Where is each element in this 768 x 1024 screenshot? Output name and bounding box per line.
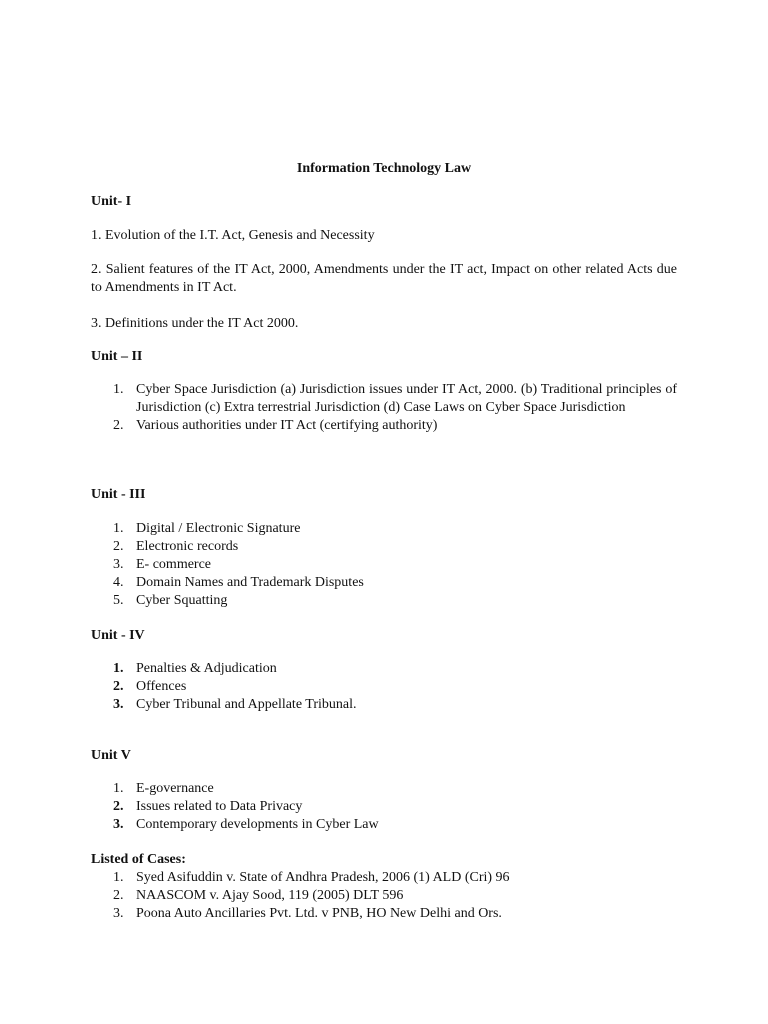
list-item <box>91 556 677 574</box>
list-item-number: 2. <box>113 888 124 903</box>
list-item <box>91 869 677 887</box>
list-item <box>91 520 677 538</box>
list-item-text: Digital / Electronic Signature <box>136 521 301 536</box>
list-item-number: 1. <box>113 661 124 676</box>
list-item <box>91 417 677 435</box>
list-item <box>91 538 677 556</box>
list-item-number: 4. <box>113 575 124 590</box>
list-item-number: 3. <box>113 906 124 921</box>
unit-4-heading: Unit - IV <box>91 628 145 643</box>
list-item-number: 2. <box>113 679 124 694</box>
list-item-text: Various authorities under IT Act (certifying authority) <box>136 418 438 433</box>
list-item-number: 1. <box>113 382 124 397</box>
list-item-text: E-governance <box>136 781 214 796</box>
list-item-text: E- commerce <box>136 557 212 572</box>
list-item <box>91 574 677 592</box>
list-item-text: Cyber Squatting <box>136 593 228 608</box>
document-title: Information Technology Law <box>296 161 472 176</box>
list-item-text: Electronic records <box>136 539 239 554</box>
list-item-text: Issues related to Data Privacy <box>136 799 303 814</box>
list-item <box>91 887 677 905</box>
unit-3-heading: Unit - III <box>91 487 146 502</box>
list-item-number: 5. <box>113 593 124 608</box>
list-item-number: 1. <box>113 521 124 536</box>
list-item <box>91 780 677 798</box>
document-page <box>91 0 677 1024</box>
list-item-text: NAASCOM v. Ajay Sood, 119 (2005) DLT 596 <box>136 888 404 903</box>
list-item-text: Domain Names and Trademark Disputes <box>136 575 364 590</box>
list-item-text: Penalties & Adjudication <box>136 661 277 676</box>
list-item-number: 2. <box>113 539 124 554</box>
list-item-text: Poona Auto Ancillaries Pvt. Ltd. v PNB, HO New Delhi and Ors. <box>136 906 502 921</box>
list-item <box>91 798 677 816</box>
list-item-number: 2. <box>113 418 124 433</box>
list-item <box>91 816 677 834</box>
list-item-text: Syed Asifuddin v. State of Andhra Pradesh, 2006 (1) ALD (Cri) 96 <box>136 870 510 885</box>
cases-heading: Listed of Cases: <box>91 852 186 867</box>
list-item-text: Offences <box>136 679 187 694</box>
list-item-number: 3. <box>113 817 124 832</box>
list-item <box>91 678 677 696</box>
list-item-number: 3. <box>113 697 124 712</box>
list-item <box>91 660 677 678</box>
unit-5-heading: Unit V <box>91 748 131 763</box>
list-item-text: Contemporary developments in Cyber Law <box>136 817 379 832</box>
cases-list <box>91 869 677 923</box>
unit-1-point-1: 1. Evolution of the I.T. Act, Genesis and Necessity <box>91 228 375 243</box>
unit-3-list <box>91 520 677 610</box>
list-item-number: 1. <box>113 781 124 796</box>
unit-1-point-2: 2. Salient features of the IT Act, 2000, Amendments under the IT act, Impact on other related Acts due to Amendments in IT Act. <box>91 262 677 295</box>
unit-2-heading: Unit – II <box>91 349 143 364</box>
list-item-number: 3. <box>113 557 124 572</box>
unit-1-heading: Unit- I <box>91 194 132 209</box>
list-item <box>91 696 677 714</box>
list-item-text: Cyber Tribunal and Appellate Tribunal. <box>136 697 357 712</box>
unit-4-list <box>91 660 677 714</box>
list-item <box>91 592 677 610</box>
list-item <box>91 381 677 417</box>
unit-5-list <box>91 780 677 834</box>
list-item-text: Cyber Space Jurisdiction (a) Jurisdiction issues under IT Act, 2000. (b) Traditional principles of Jurisdiction (c) Extra terrestrial Jurisdiction (d) Case Laws on Cyber Space Jurisdiction <box>136 382 677 415</box>
list-item-number: 1. <box>113 870 124 885</box>
list-item <box>91 905 677 923</box>
unit-2-list <box>91 381 677 435</box>
list-item-number: 2. <box>113 799 124 814</box>
unit-1-point-3: 3. Definitions under the IT Act 2000. <box>91 316 299 331</box>
